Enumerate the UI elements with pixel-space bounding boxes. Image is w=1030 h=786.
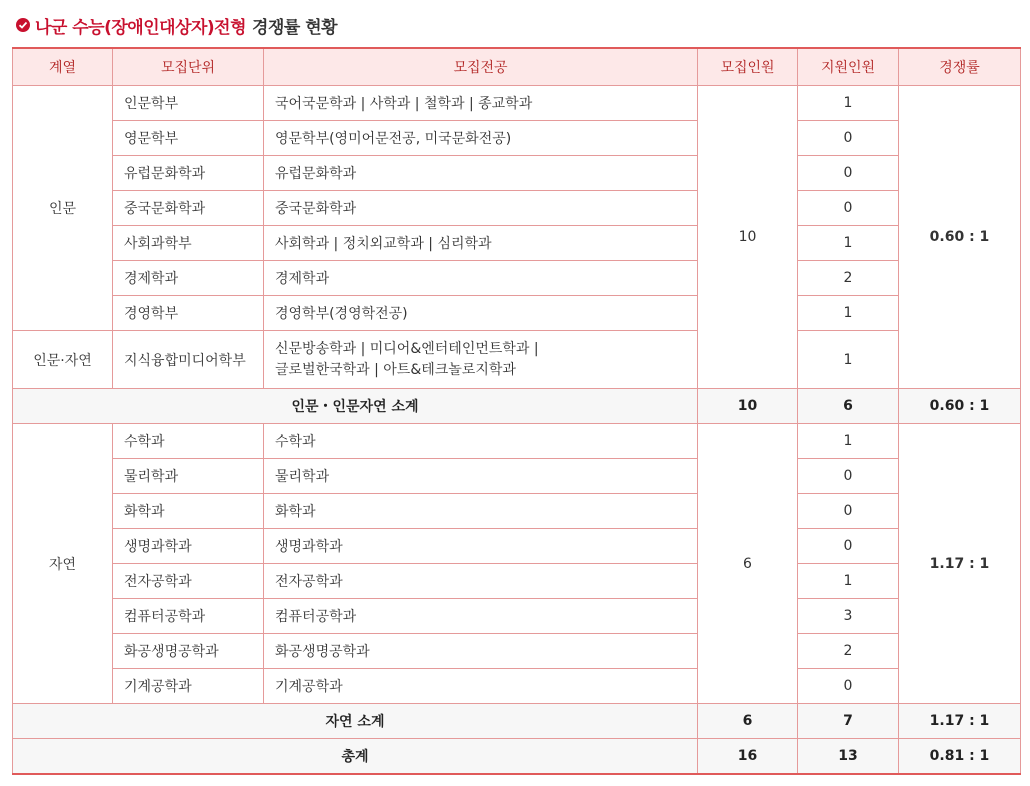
- table-row: [13, 331, 1021, 389]
- unit-cell: 중국문화학과: [113, 191, 264, 226]
- ratio-cell: 0.60 : 1: [899, 86, 1021, 389]
- subtotal-applied: 7: [798, 704, 899, 739]
- subtotal-applied: 6: [798, 389, 899, 424]
- total-row: [13, 739, 1021, 775]
- table-row: [13, 494, 1021, 529]
- major-line: 신문방송학과 | 미디어&엔터테인먼트학과 |: [275, 340, 539, 357]
- applied-cell: 1: [798, 564, 899, 599]
- major-cell: 국어국문학과 | 사학과 | 철학과 | 종교학과: [264, 86, 698, 121]
- table-row: [13, 86, 1021, 121]
- applied-cell: 3: [798, 599, 899, 634]
- applied-cell: 0: [798, 121, 899, 156]
- competition-table: [12, 47, 1021, 775]
- major-cell: 사회학과 | 정치외교학과 | 심리학과: [264, 226, 698, 261]
- subtotal-label: 인문・인문자연 소계: [13, 389, 698, 424]
- recruit-cell: 10: [698, 86, 798, 389]
- applied-cell: 2: [798, 261, 899, 296]
- table-row: [13, 226, 1021, 261]
- field-cell: 자연: [13, 424, 113, 704]
- table-row: [13, 121, 1021, 156]
- major-cell: 컴퓨터공학과: [264, 599, 698, 634]
- header-major: 모집전공: [264, 48, 698, 86]
- header-applied: 지원인원: [798, 48, 899, 86]
- major-cell: 전자공학과: [264, 564, 698, 599]
- header-field: 계열: [13, 48, 113, 86]
- table-row: [13, 156, 1021, 191]
- subtotal-row: [13, 704, 1021, 739]
- unit-cell: 화학과: [113, 494, 264, 529]
- unit-cell: 생명과학과: [113, 529, 264, 564]
- unit-cell: 수학과: [113, 424, 264, 459]
- major-cell: 수학과: [264, 424, 698, 459]
- subtotal-label: 자연 소계: [13, 704, 698, 739]
- table-row: [13, 634, 1021, 669]
- major-cell: 중국문화학과: [264, 191, 698, 226]
- subtotal-row: [13, 389, 1021, 424]
- field-cell: 인문: [13, 86, 113, 331]
- table-row: [13, 459, 1021, 494]
- check-circle-icon: [16, 18, 30, 32]
- unit-cell: 화공생명공학과: [113, 634, 264, 669]
- applied-cell: 0: [798, 494, 899, 529]
- header-ratio: 경쟁률: [899, 48, 1021, 86]
- unit-cell: 인문학부: [113, 86, 264, 121]
- table-row: [13, 261, 1021, 296]
- total-applied: 13: [798, 739, 899, 775]
- major-cell: 경제학과: [264, 261, 698, 296]
- major-cell: 기계공학과: [264, 669, 698, 704]
- unit-cell: 전자공학과: [113, 564, 264, 599]
- major-cell: 경영학부(경영학전공): [264, 296, 698, 331]
- field-cell: 인문·자연: [13, 331, 113, 389]
- applied-cell: 1: [798, 424, 899, 459]
- major-line: 글로벌한국학과 | 아트&테크놀로지학과: [275, 361, 516, 378]
- unit-cell: 경제학과: [113, 261, 264, 296]
- table-row: [13, 191, 1021, 226]
- table-row: [13, 669, 1021, 704]
- title-suffix: 경쟁률 현황: [252, 17, 338, 38]
- section-title: [16, 12, 337, 38]
- subtotal-ratio: 0.60 : 1: [899, 389, 1021, 424]
- major-cell: 화공생명공학과: [264, 634, 698, 669]
- unit-cell: 물리학과: [113, 459, 264, 494]
- unit-cell: 기계공학과: [113, 669, 264, 704]
- applied-cell: 0: [798, 459, 899, 494]
- major-cell: 유럽문화학과: [264, 156, 698, 191]
- header-row: [13, 48, 1021, 86]
- title-admission-type: 나군 수능(장애인대상자)전형: [35, 17, 247, 38]
- subtotal-ratio: 1.17 : 1: [899, 704, 1021, 739]
- total-label: 총계: [13, 739, 698, 775]
- applied-cell: 1: [798, 296, 899, 331]
- applied-cell: 0: [798, 669, 899, 704]
- applied-cell: 0: [798, 191, 899, 226]
- unit-cell: 컴퓨터공학과: [113, 599, 264, 634]
- table-row: [13, 599, 1021, 634]
- unit-cell: 유럽문화학과: [113, 156, 264, 191]
- applied-cell: 1: [798, 226, 899, 261]
- recruit-cell: 6: [698, 424, 798, 704]
- applied-cell: 1: [798, 331, 899, 389]
- header-recruit: 모집인원: [698, 48, 798, 86]
- applied-cell: 2: [798, 634, 899, 669]
- applied-cell: 0: [798, 529, 899, 564]
- header-unit: 모집단위: [113, 48, 264, 86]
- unit-cell: 경영학부: [113, 296, 264, 331]
- table-row: [13, 529, 1021, 564]
- applied-cell: 1: [798, 86, 899, 121]
- unit-cell: 지식융합미디어학부: [113, 331, 264, 389]
- total-recruit: 16: [698, 739, 798, 775]
- table-row: [13, 564, 1021, 599]
- major-cell: [264, 331, 698, 389]
- applied-cell: 0: [798, 156, 899, 191]
- subtotal-recruit: 6: [698, 704, 798, 739]
- major-cell: 생명과학과: [264, 529, 698, 564]
- major-cell: 영문학부(영미어문전공, 미국문화전공): [264, 121, 698, 156]
- total-ratio: 0.81 : 1: [899, 739, 1021, 775]
- ratio-cell: 1.17 : 1: [899, 424, 1021, 704]
- unit-cell: 사회과학부: [113, 226, 264, 261]
- subtotal-recruit: 10: [698, 389, 798, 424]
- unit-cell: 영문학부: [113, 121, 264, 156]
- major-cell: 화학과: [264, 494, 698, 529]
- table-row: [13, 296, 1021, 331]
- major-cell: 물리학과: [264, 459, 698, 494]
- table-row: [13, 424, 1021, 459]
